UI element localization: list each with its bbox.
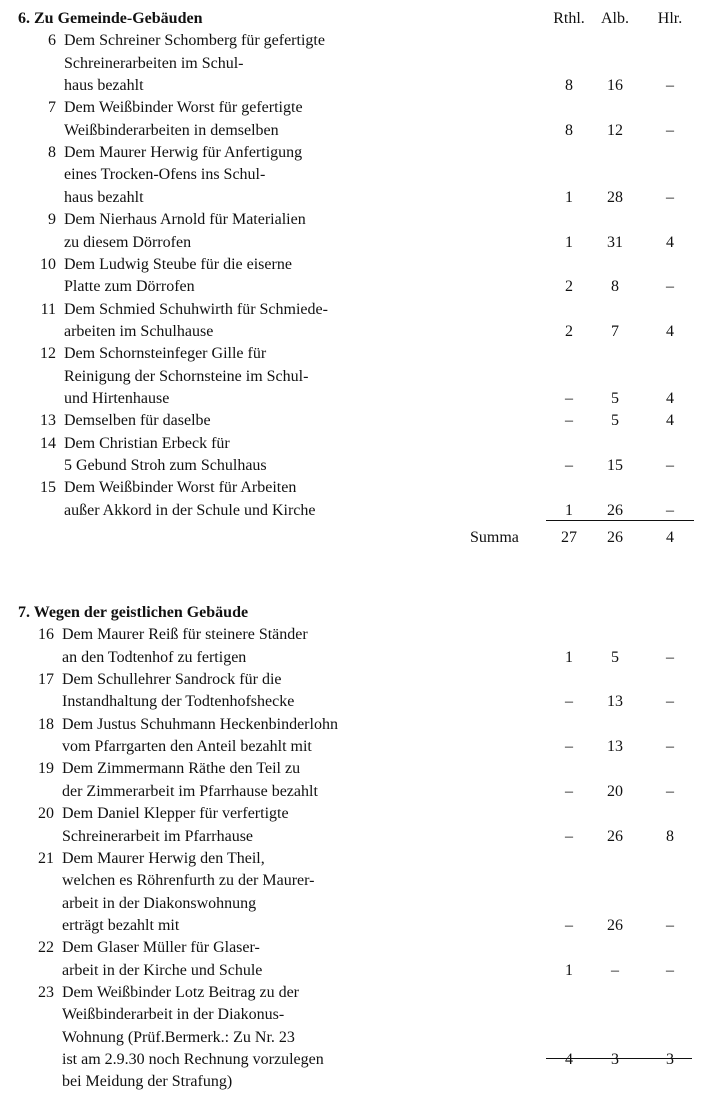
section-heading-row xyxy=(0,602,720,624)
amount-hlr: – xyxy=(666,77,674,95)
entry-line xyxy=(0,500,720,522)
entry-text: welchen es Röhrenfurth zu der Maurer- xyxy=(62,872,315,890)
entry-line xyxy=(0,299,720,321)
column-header-alb: Alb. xyxy=(601,10,629,27)
entry-line xyxy=(0,803,720,825)
section-heading: 6. Zu Gemeinde-Gebäuden xyxy=(18,10,203,27)
entry-line xyxy=(0,187,720,209)
amount-rthl: 1 xyxy=(565,648,573,666)
entry-line xyxy=(0,53,720,75)
entry-number: 13 xyxy=(40,412,56,430)
entry-line xyxy=(0,120,720,142)
entry-text: Dem Zimmermann Räthe den Teil zu xyxy=(62,760,301,778)
amount-alb: 13 xyxy=(607,693,623,711)
amount-hlr: – xyxy=(666,961,674,979)
amount-alb: 5 xyxy=(611,648,619,666)
amount-rthl: 4 xyxy=(565,1051,573,1068)
entry-text: Dem Maurer Herwig für Anfertigung xyxy=(64,144,303,162)
entry-text: Demselben für daselbe xyxy=(64,412,211,430)
amount-rthl: – xyxy=(565,827,573,845)
amount-rthl: 1 xyxy=(565,233,573,251)
amount-hlr: – xyxy=(666,457,674,474)
section-heading-row xyxy=(0,8,720,30)
entry-number: 10 xyxy=(40,255,56,273)
column-header-rthl: Rthl. xyxy=(553,10,585,27)
sum-rule xyxy=(546,520,694,521)
entry-text: Dem Weißbinder Worst für gefertigte xyxy=(64,99,303,117)
entry-number: 9 xyxy=(48,211,56,229)
amount-rthl: – xyxy=(565,916,573,934)
amount-alb: 15 xyxy=(607,457,623,474)
amount-rthl: 8 xyxy=(565,77,573,95)
entry-text: Platte zum Dörrofen xyxy=(64,278,195,296)
amount-rthl: 1 xyxy=(565,188,573,206)
entry-line xyxy=(0,691,720,713)
entry-line xyxy=(0,915,720,937)
amount-hlr: – xyxy=(666,782,674,800)
section-heading: 7. Wegen der geistlichen Gebäude xyxy=(18,604,249,621)
amount-hlr: – xyxy=(666,278,674,296)
amount-alb: 31 xyxy=(607,233,623,251)
amount-hlr: 4 xyxy=(666,389,674,407)
entry-line xyxy=(0,232,720,254)
entry-text: vom Pfarrgarten den Anteil bezahlt mit xyxy=(62,738,312,756)
entry-line xyxy=(0,1027,720,1049)
amount-alb: 26 xyxy=(607,827,623,845)
entry-line xyxy=(0,30,720,52)
amount-rthl: 1 xyxy=(565,961,573,979)
amount-rthl: 2 xyxy=(565,322,573,340)
amount-alb: 12 xyxy=(607,121,623,139)
amount-hlr: – xyxy=(666,648,674,666)
entry-text: Wohnung (Prüf.Bermerk.: Zu Nr. 23 xyxy=(62,1028,295,1046)
amount-rthl: – xyxy=(565,457,573,474)
entry-text: Dem Glaser Müller für Glaser- xyxy=(62,939,260,957)
entry-number: 16 xyxy=(38,626,54,644)
amount-rthl: 8 xyxy=(565,121,573,139)
entry-text: Weißbinderarbeiten in demselben xyxy=(64,121,279,139)
entry-number: 19 xyxy=(38,760,54,778)
amount-hlr: – xyxy=(666,121,674,139)
entry-line xyxy=(0,714,720,736)
entry-number: 6 xyxy=(48,32,56,50)
entry-number: 7 xyxy=(48,99,56,117)
entry-text: bei Meidung der Strafung) xyxy=(62,1073,233,1091)
amount-alb: 16 xyxy=(607,77,623,95)
entry-line xyxy=(0,758,720,780)
amount-alb: 3 xyxy=(611,1051,619,1068)
amount-hlr: – xyxy=(666,916,674,934)
entry-number: 12 xyxy=(40,345,56,363)
amount-alb: 26 xyxy=(607,916,623,934)
amount-hlr: – xyxy=(666,693,674,711)
entry-line xyxy=(0,781,720,803)
entry-number: 8 xyxy=(48,144,56,162)
entry-line xyxy=(0,736,720,758)
amount-rthl: 1 xyxy=(565,501,573,519)
entry-text: und Hirtenhause xyxy=(64,389,170,407)
entry-text: Dem Justus Schuhmann Heckenbinderlohn xyxy=(62,715,338,733)
entry-text: Dem Weißbinder Worst für Arbeiten xyxy=(64,479,297,497)
entry-text: eines Trocken-Ofens ins Schul- xyxy=(64,166,266,184)
amount-hlr: 4 xyxy=(666,412,674,430)
entry-text: haus bezahlt xyxy=(64,77,144,95)
entry-line xyxy=(0,343,720,365)
amount-rthl: – xyxy=(565,693,573,711)
entry-line xyxy=(0,624,720,646)
entry-line xyxy=(0,366,720,388)
entry-number: 17 xyxy=(38,671,54,689)
strikethrough-line xyxy=(546,1058,692,1059)
entry-line xyxy=(0,410,720,432)
entry-text: ist am 2.9.30 noch Rechnung vorzulegen xyxy=(62,1051,324,1068)
entry-text: Reinigung der Schornsteine im Schul- xyxy=(64,367,309,385)
entry-line xyxy=(0,669,720,691)
entry-text: arbeit in der Kirche und Schule xyxy=(62,961,263,979)
amount-hlr: 4 xyxy=(666,322,674,340)
entry-line xyxy=(0,960,720,982)
entry-text: Dem Nierhaus Arnold für Materialien xyxy=(64,211,306,229)
entry-line xyxy=(0,75,720,97)
amount-rthl: – xyxy=(565,782,573,800)
entry-text: Dem Christian Erbeck für xyxy=(64,434,230,452)
entry-line xyxy=(0,433,720,455)
amount-hlr: – xyxy=(666,501,674,519)
entry-text: außer Akkord in der Schule und Kirche xyxy=(64,501,316,519)
amount-alb: 5 xyxy=(611,389,619,407)
entry-line xyxy=(0,982,720,1004)
entry-text: Dem Ludwig Steube für die eiserne xyxy=(64,255,292,273)
entry-number: 23 xyxy=(38,983,54,1001)
entry-text: Weißbinderarbeit in der Diakonus- xyxy=(62,1006,285,1024)
entry-line xyxy=(0,142,720,164)
entry-line xyxy=(0,321,720,343)
entry-line xyxy=(0,848,720,870)
entry-text: Dem Schornsteinfeger Gille für xyxy=(64,345,267,363)
entry-line xyxy=(0,209,720,231)
entry-number: 15 xyxy=(40,479,56,497)
amount-rthl: – xyxy=(565,389,573,407)
entry-line xyxy=(0,1071,720,1093)
entry-number: 18 xyxy=(38,715,54,733)
amount-alb: 20 xyxy=(607,782,623,800)
entry-number: 21 xyxy=(38,849,54,867)
amount-alb: 13 xyxy=(607,738,623,756)
entry-text: haus bezahlt xyxy=(64,188,144,206)
amount-alb: 7 xyxy=(611,322,619,340)
entry-line xyxy=(0,870,720,892)
amount-hlr: 4 xyxy=(666,233,674,251)
amount-hlr: 8 xyxy=(666,827,674,845)
entry-text: erträgt bezahlt mit xyxy=(62,916,180,934)
column-header-hlr: Hlr. xyxy=(657,10,683,27)
entry-text: zu diesem Dörrofen xyxy=(64,233,192,251)
entry-line xyxy=(0,1049,720,1071)
entry-line xyxy=(0,97,720,119)
amount-hlr: – xyxy=(666,738,674,756)
entry-text: an den Todtenhof zu fertigen xyxy=(62,648,247,666)
entry-line xyxy=(0,1004,720,1026)
entry-text: arbeit in der Diakonswohnung xyxy=(62,894,257,912)
entry-text: Dem Schullehrer Sandrock für die xyxy=(62,671,282,689)
entry-text: Schreinerarbeiten im Schul- xyxy=(64,54,244,72)
amount-alb: – xyxy=(611,961,619,979)
entry-text: der Zimmerarbeit im Pfarrhause bezahlt xyxy=(62,782,318,800)
entry-text: Instandhaltung der Todtenhofshecke xyxy=(62,693,295,711)
entry-number: 11 xyxy=(40,300,56,318)
amount-hlr: – xyxy=(666,188,674,206)
entry-number: 14 xyxy=(40,434,56,452)
entry-text: Dem Daniel Klepper für verfertigte xyxy=(62,805,289,823)
amount-hlr: 3 xyxy=(666,1051,674,1068)
summa-rthl: 27 xyxy=(561,529,577,547)
entry-text: Dem Maurer Reiß für steinere Ständer xyxy=(62,626,308,644)
amount-alb: 28 xyxy=(607,188,623,206)
entry-line xyxy=(0,164,720,186)
entry-line xyxy=(0,826,720,848)
entry-line xyxy=(0,477,720,499)
entry-number: 22 xyxy=(38,939,54,957)
entry-line xyxy=(0,388,720,410)
summa-hlr: 4 xyxy=(666,529,674,547)
amount-rthl: – xyxy=(565,738,573,756)
entry-line xyxy=(0,455,720,477)
entry-text: Dem Schreiner Schomberg für gefertigte xyxy=(64,32,325,50)
entry-text: Dem Maurer Herwig den Theil, xyxy=(62,849,265,867)
entry-line xyxy=(0,276,720,298)
entry-text: Dem Schmied Schuhwirth für Schmiede- xyxy=(64,300,328,318)
amount-rthl: – xyxy=(565,412,573,430)
amount-alb: 26 xyxy=(607,501,623,519)
entry-line xyxy=(0,937,720,959)
entry-line xyxy=(0,254,720,276)
summa-row xyxy=(0,527,720,549)
summa-alb: 26 xyxy=(607,529,623,547)
entry-text: Schreinerarbeit im Pfarrhause xyxy=(62,827,254,845)
summa-label: Summa xyxy=(470,529,519,547)
entry-text: arbeiten im Schulhause xyxy=(64,322,214,340)
entry-text: Dem Weißbinder Lotz Beitrag zu der xyxy=(62,983,299,1001)
entry-line xyxy=(0,893,720,915)
entry-line xyxy=(0,647,720,669)
entry-text: 5 Gebund Stroh zum Schulhaus xyxy=(64,457,267,474)
entry-number: 20 xyxy=(38,805,54,823)
amount-alb: 8 xyxy=(611,278,619,296)
amount-rthl: 2 xyxy=(565,278,573,296)
amount-alb: 5 xyxy=(611,412,619,430)
